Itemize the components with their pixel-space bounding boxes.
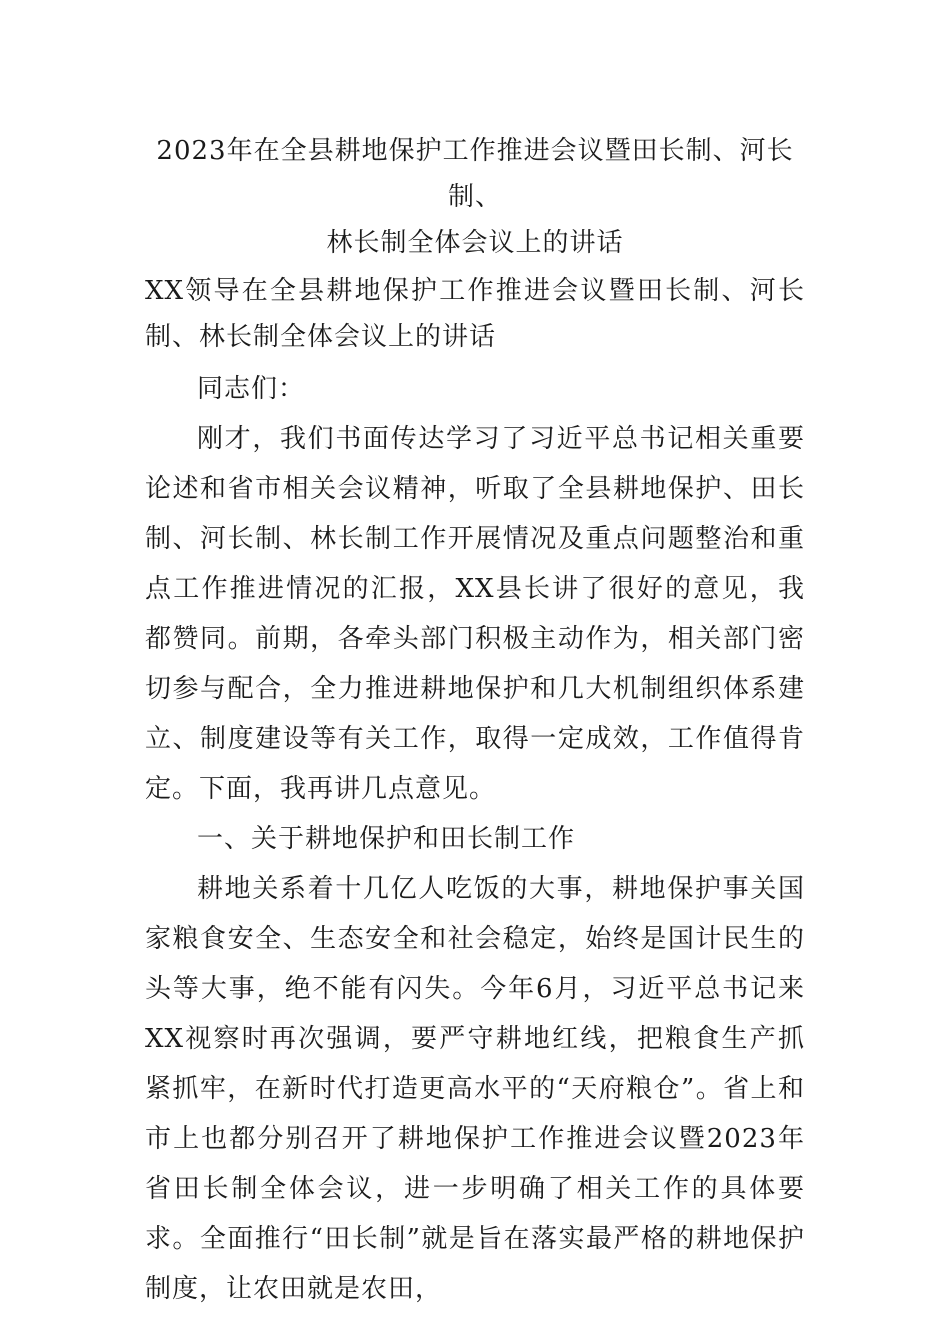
section-heading-1: 一、关于耕地保护和田长制工作 xyxy=(197,824,576,854)
document-subtitle: XX领导在全县耕地保护工作推进会议暨田长制、河长制、林长制全体会议上的讲话 xyxy=(145,276,805,352)
title-line-2: 林长制全体会议上的讲话 xyxy=(326,228,624,258)
document-body xyxy=(145,128,805,1314)
paragraph-2: 耕地关系着十几亿人吃饭的大事，耕地保护事关国家粮食安全、生态安全和社会稳定，始终是国计民生的头等大事，绝不能有闪失。今年6月，习近平总书记来XX视察时再次强调，要严守耕地红线，把粮食生产抓紧抓牢，在新时代打造更高水平的“天府粮仓”。省上和市上也都分别召开了耕地保护工作推进会议暨2023年省田长制全体会议，进一步明确了相关工作的具体要求。全面推行“田长制”就是旨在落实最严格的耕地保护制度，让农田就是农田， xyxy=(145,874,805,1304)
title-line-1: 2023年在全县耕地保护工作推进会议暨田长制、河长制、 xyxy=(156,136,794,212)
paragraph-1: 刚才，我们书面传达学习了习近平总书记相关重要论述和省市相关会议精神，听取了全县耕地保护、田长制、河长制、林长制工作开展情况及重点问题整治和重点工作推进情况的汇报，XX县长讲了很好的意见，我都赞同。前期，各牵头部门积极主动作为，相关部门密切参与配合，全力推进耕地保护和几大机制组织体系建立、制度建设等有关工作，取得一定成效，工作值得肯定。下面，我再讲几点意见。 xyxy=(145,424,805,804)
document-title xyxy=(145,128,805,266)
greeting: 同志们： xyxy=(197,374,306,404)
